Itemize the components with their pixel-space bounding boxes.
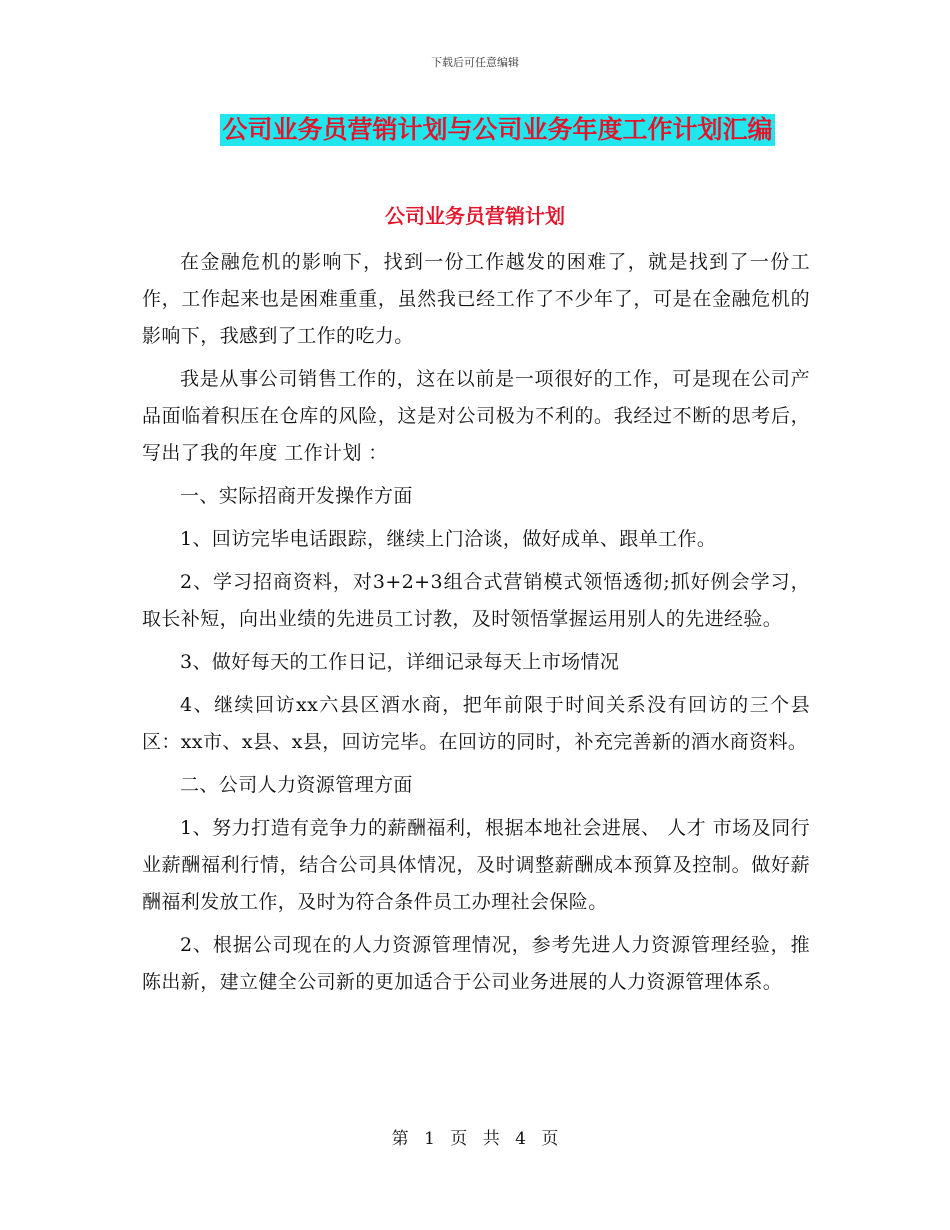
total-pages-number: 4 bbox=[515, 1129, 526, 1149]
list-item: 2、学习招商资料，对3+2+3组合式营销模式领悟透彻;抓好例会学习，取长补短，向出业绩的先进员工讨教，及时领悟掌握运用别人的先进经验。 bbox=[142, 571, 810, 630]
paragraph: 我是从事公司销售工作的，这在以前是一项很好的工作，可是现在公司产品面临着积压在仓库的风险，这是对公司极为不利的。我经过不断的思考后，写出了我的年度 工作计划 ： bbox=[142, 368, 810, 464]
section-heading: 一、实际招商开发操作方面 bbox=[180, 485, 413, 507]
page-label-mid1: 页 bbox=[450, 1129, 468, 1149]
document-main-title: 公司业务员营销计划与公司业务年度工作计划汇编 bbox=[222, 115, 773, 144]
section-title: 公司业务员营销计划 bbox=[385, 204, 565, 228]
document-body bbox=[142, 244, 810, 1007]
list-item: 1、回访完毕电话跟踪，继续上门洽谈，做好成单、跟单工作。 bbox=[180, 528, 717, 550]
page-label-prefix: 第 bbox=[391, 1129, 409, 1149]
header-note: 下载后可任意编辑 bbox=[431, 56, 519, 69]
document-main-title-container bbox=[0, 114, 950, 146]
list-item: 4、继续回访xx六县区酒水商，把年前限于时间关系没有回访的三个县区：xx市、x县、x县，回访完毕。在回访的同时，补充完善新的酒水商资料。 bbox=[142, 694, 810, 753]
page-footer bbox=[0, 1124, 950, 1149]
current-page-number: 1 bbox=[424, 1129, 435, 1149]
page-label-mid2: 共 bbox=[482, 1129, 500, 1149]
page-label-suffix: 页 bbox=[541, 1129, 559, 1149]
list-item: 3、做好每天的工作日记，详细记录每天上市场情况 bbox=[180, 651, 620, 673]
paragraph: 在金融危机的影响下，找到一份工作越发的困难了，就是找到了一份工作，工作起来也是困难重重，虽然我已经工作了不少年了，可是在金融危机的影响下，我感到了工作的吃力。 bbox=[142, 251, 810, 347]
list-item: 1、努力打造有竞争力的薪酬福利，根据本地社会进展、 人才 市场及同行业薪酬福利行情，结合公司具体情况，及时调整薪酬成本预算及控制。做好薪酬福利发放工作，及时为符合条件员工办理社会保险。 bbox=[142, 817, 810, 913]
section-heading: 二、公司人力资源管理方面 bbox=[180, 774, 413, 796]
list-item: 2、根据公司现在的人力资源管理情况，参考先进人力资源管理经验，推陈出新，建立健全公司新的更加适合于公司业务进展的人力资源管理体系。 bbox=[142, 934, 810, 993]
